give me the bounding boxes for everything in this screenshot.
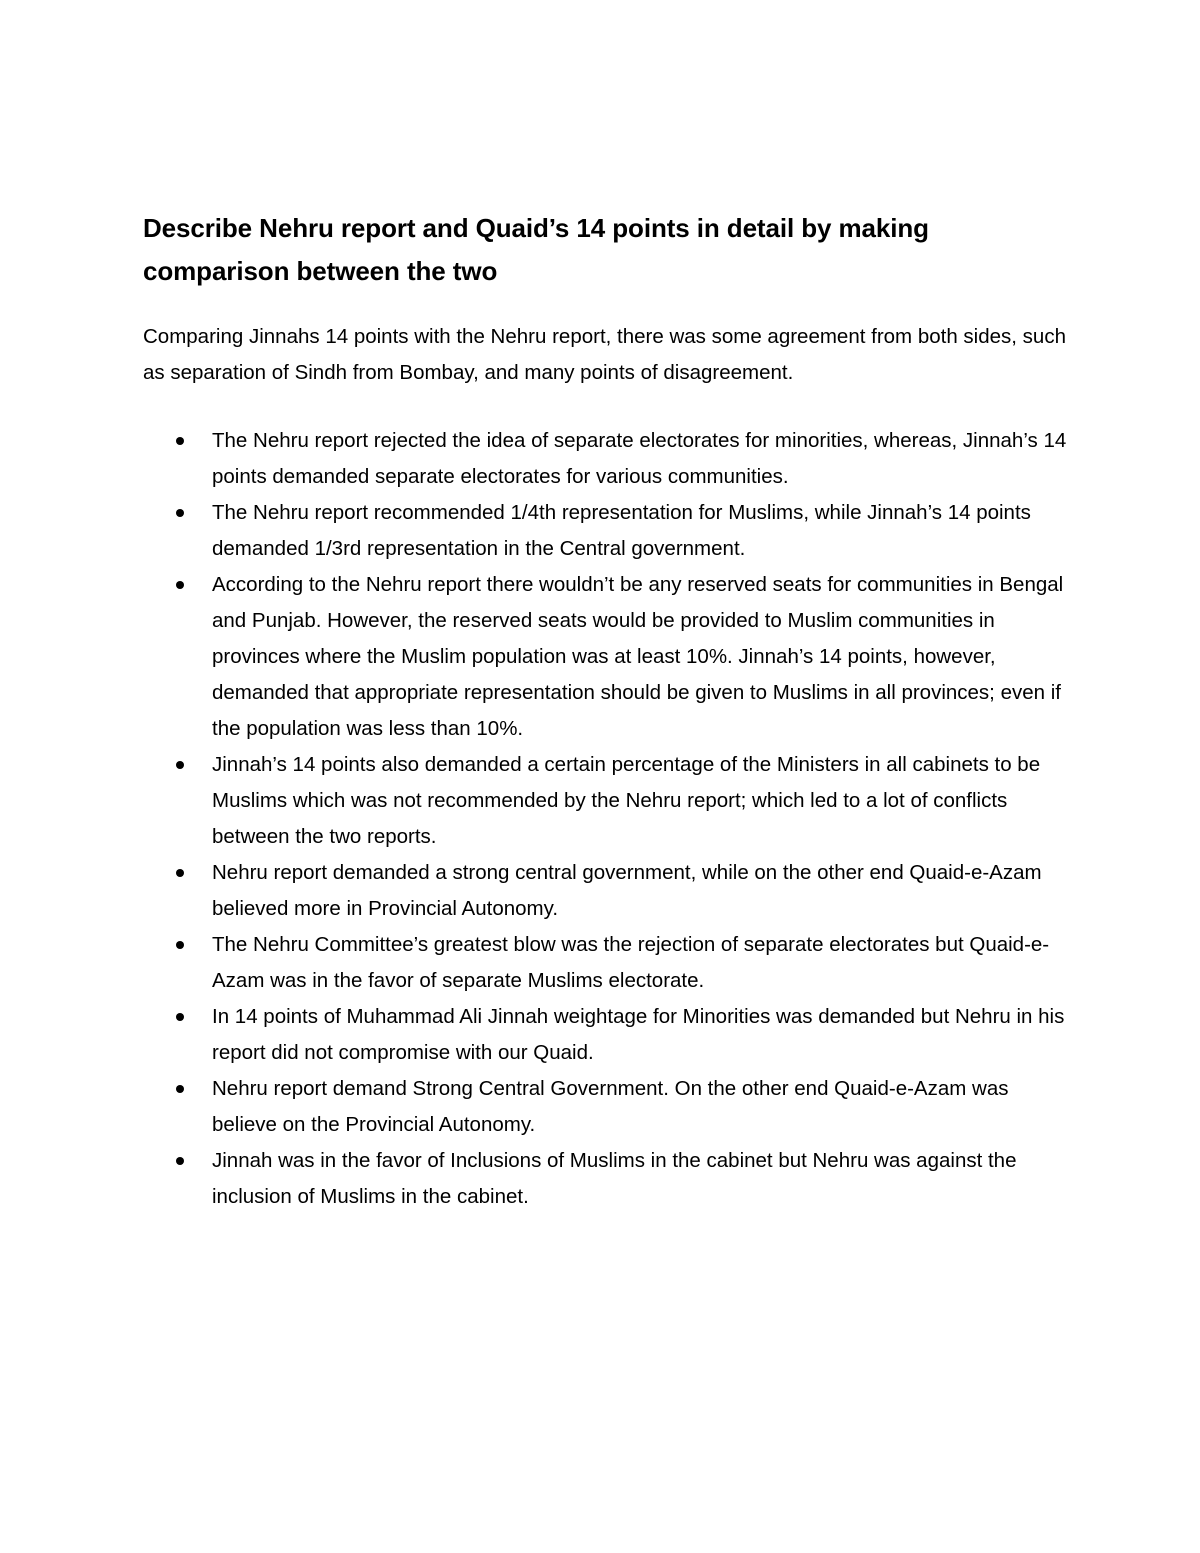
- list-item: [143, 567, 1068, 747]
- intro-paragraph: Comparing Jinnahs 14 points with the Nehru report, there was some agreement from both sides, such as separation of Sindh from Bombay, and many points of disagreement.: [143, 325, 1066, 384]
- list-item-text: Nehru report demand Strong Central Government. On the other end Quaid-e-Azam was believe on the Provincial Autonomy.: [212, 1077, 1009, 1136]
- list-item: [143, 747, 1068, 855]
- bullet-icon: [176, 437, 184, 445]
- list-item: [143, 423, 1068, 495]
- bullet-icon: [176, 761, 184, 769]
- list-item-text: Jinnah was in the favor of Inclusions of Muslims in the cabinet but Nehru was against the inclusion of Muslims in the cabinet.: [212, 1149, 1017, 1208]
- comparison-bullet-list: [143, 423, 1068, 1215]
- list-item-text: Nehru report demanded a strong central government, while on the other end Quaid-e-Azam believed more in Provincial Autonomy.: [212, 861, 1042, 920]
- list-item-text: The Nehru report recommended 1/4th representation for Muslims, while Jinnah’s 14 points demanded 1/3rd representation in the Central government.: [212, 501, 1031, 560]
- bullet-icon: [176, 1157, 184, 1165]
- list-item-text: The Nehru Committee’s greatest blow was the rejection of separate electorates but Quaid-e-Azam was in the favor of separate Muslims electorate.: [212, 933, 1050, 992]
- bullet-icon: [176, 581, 184, 589]
- list-item: [143, 855, 1068, 927]
- list-item: [143, 927, 1068, 999]
- document-body: [143, 207, 1068, 1215]
- list-item: [143, 1071, 1068, 1143]
- bullet-icon: [176, 1013, 184, 1021]
- list-item-text: The Nehru report rejected the idea of separate electorates for minorities, whereas, Jinnah’s 14 points demanded separate electorates for various communities.: [212, 429, 1067, 488]
- bullet-icon: [176, 941, 184, 949]
- list-item: [143, 999, 1068, 1071]
- bullet-icon: [176, 509, 184, 517]
- bullet-icon: [176, 869, 184, 877]
- list-item-text: According to the Nehru report there wouldn’t be any reserved seats for communities in Bengal and Punjab. However, the reserved seats would be provided to Muslim communities in provinces where the Muslim population was at least 10%. Jinnah’s 14 points, however, demanded that appropriate representation should be given to Muslims in all provinces; even if the population was less than 10%.: [212, 573, 1064, 740]
- list-item: [143, 1143, 1068, 1215]
- list-item-text: In 14 points of Muhammad Ali Jinnah weightage for Minorities was demanded but Nehru in his report did not compromise with our Quaid.: [212, 1005, 1065, 1064]
- bullet-icon: [176, 1085, 184, 1093]
- document-title: Describe Nehru report and Quaid’s 14 points in detail by making comparison between the two: [143, 213, 929, 286]
- list-item: [143, 495, 1068, 567]
- list-item-text: Jinnah’s 14 points also demanded a certain percentage of the Ministers in all cabinets to be Muslims which was not recommended by the Nehru report; which led to a lot of conflicts between the two reports.: [212, 753, 1041, 848]
